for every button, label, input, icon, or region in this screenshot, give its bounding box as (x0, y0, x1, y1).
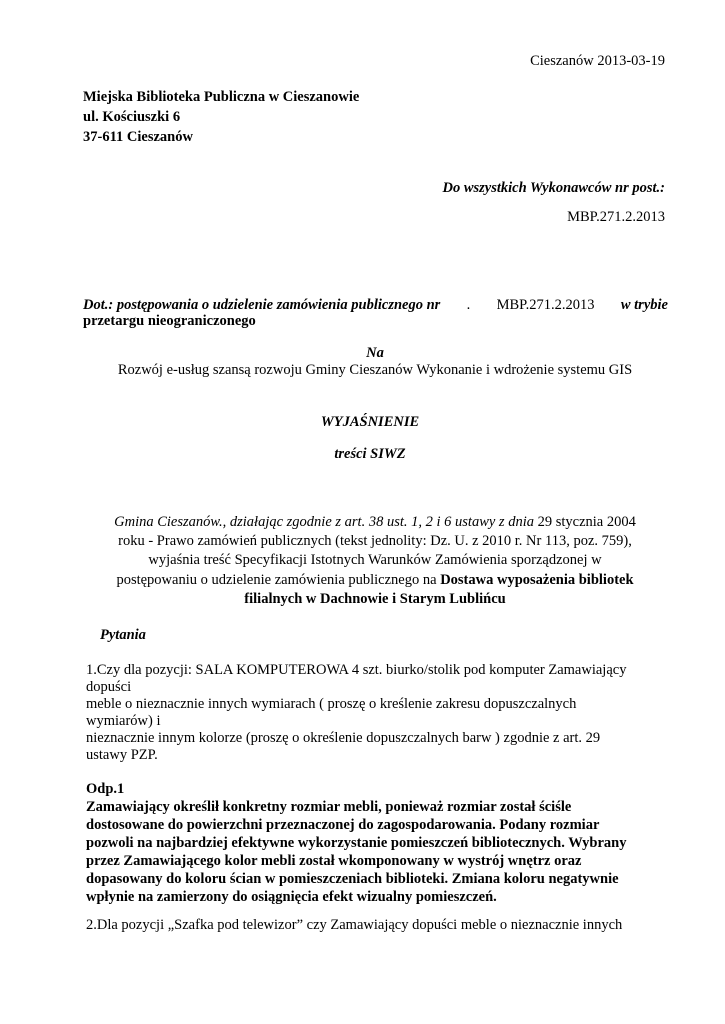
subject-prefix: Dot.: postępowania o udzielenie zamówienia publicznego nr (83, 297, 441, 313)
document-subtitle: treści SIWZ (334, 446, 406, 462)
subject-line-2: przetargu nieograniczonego (83, 313, 256, 329)
subject-separator: . (466, 297, 471, 313)
subject-number: MBP.271.2.2013 (496, 297, 595, 313)
answer-1 (86, 780, 627, 906)
intro-line-4-bold: Dostawa wyposażenia bibliotek (440, 572, 634, 588)
answer-1-line: dostosowane do powierzchni przeznaczonej do zagospodarowania. Podany rozmiar (86, 817, 600, 833)
sender-name: Miejska Biblioteka Publiczna w Cieszanowie (83, 89, 360, 105)
sender-street: ul. Kościuszki 6 (83, 109, 181, 125)
answer-1-line: przez Zamawiającego kolor mebli został wkomponowany w wystrój wnętrz oraz (86, 853, 582, 869)
sender-city: 37-611 Cieszanów (83, 129, 193, 145)
question-1-line: 1.Czy dla pozycji: SALA KOMPUTEROWA 4 szt. biurko/stolik pod komputer Zamawiający (86, 662, 627, 678)
intro-italic: Gmina Cieszanów., działając zgodnie z art. 38 ust. 1, 2 i 6 ustawy z dnia (114, 514, 534, 530)
intro-date: 29 stycznia 2004 (533, 514, 636, 530)
intro-line-4 (0, 572, 725, 589)
question-1-line: dopuści (86, 679, 132, 695)
intro-line-4-normal: postępowaniu o udzielenie zamówienia publicznego na (116, 572, 441, 588)
intro-line-2: roku - Prawo zamówień publicznych (tekst jednolity: Dz. U. z 2010 r. Nr 113, poz. 759), (118, 533, 632, 549)
subject-na: Na (366, 345, 384, 361)
questions-heading: Pytania (100, 627, 146, 643)
answer-1-line: dopasowany do koloru ścian w pomieszczeniach biblioteki. Zmiana koloru negatywnie (86, 871, 619, 887)
intro-line-1 (0, 514, 725, 531)
intro-line-5: filialnych w Dachnowie i Starym Lublińcu (244, 591, 506, 607)
question-1-line: nieznacznie innym kolorze (proszę o określenie dopuszczalnych barw ) zgodnie z art. 29 (86, 730, 601, 746)
subject-line (83, 297, 668, 314)
project-title: Rozwój e-usług szansą rozwoju Gminy Cieszanów Wykonanie i wdrożenie systemu GIS (117, 362, 633, 378)
answer-1-line: wpłynie na zamierzony do osiągnięcia efekt wizualny pomieszczeń. (86, 889, 497, 905)
reference-number: MBP.271.2.2013 (567, 209, 665, 225)
question-1-line: ustawy PZP. (86, 747, 158, 763)
question-1-line: wymiarów) i (86, 713, 161, 729)
document-title: WYJAŚNIENIE (320, 414, 420, 430)
intro-line-3: wyjaśnia treść Specyfikacji Istotnych Warunków Zamówienia sporządzonej w (148, 552, 602, 568)
answer-1-line: Zamawiający określił konkretny rozmiar mebli, ponieważ rozmiar został ściśle (86, 799, 572, 815)
question-2-line: 2.Dla pozycji „Szafka pod telewizor” czy Zamawiający dopuści meble o nieznacznie innych (86, 917, 623, 933)
recipient-line: Do wszystkich Wykonawców nr post.: (442, 180, 665, 196)
question-1 (86, 662, 626, 764)
answer-1-line: pozwoli na najbardziej efektywne wykorzystanie pomieszczeń bibliotecznych. Wybrany (86, 835, 627, 851)
subject-mode: w trybie (620, 297, 668, 313)
place-date: Cieszanów 2013-03-19 (530, 53, 665, 69)
answer-1-heading: Odp.1 (86, 781, 125, 797)
question-1-line: meble o nieznacznie innych wymiarach ( proszę o kreślenie zakresu dopuszczalnych (86, 696, 577, 712)
